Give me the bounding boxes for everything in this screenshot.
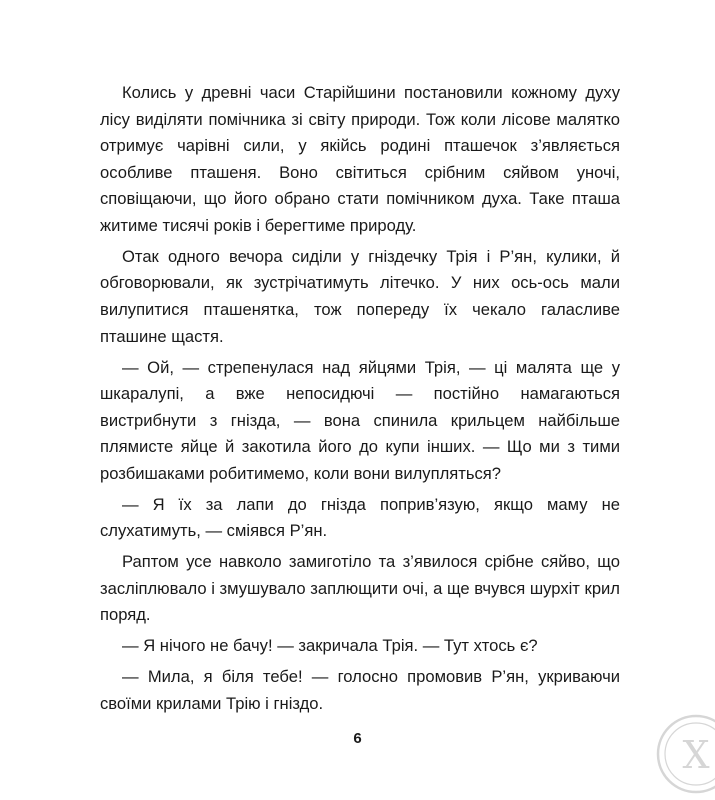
- watermark-letter: X: [682, 733, 710, 777]
- page-number: 6: [353, 730, 362, 747]
- paragraph-evening-nest: Отак одного вечора сиділи у гніздечку Трія і Р’ян, кулики, й обговорювали, як зустрічатимуть літечко. У них ось-ось мали вилупитися пташенятка, тож попереду їх чекало галасливе пташине щастя.: [100, 246, 620, 346]
- paragraph-silver-glow: Раптом усе навколо замиготіло та з’явилося срібне сяйво, що засліплювало і змушувало заплющити очі, а ще вчувся шурхіт крил поряд.: [100, 552, 620, 625]
- paragraph-legend: Колись у древні часи Старійшини постановили кожному духу лісу виділяти помічника зі світу природи. Тож коли лісове малятко отримує чарівні сили, у якійсь родині пташечок з’являється особливе пташеня. Воно світиться срібним сяйвом уночі, сповіщаючи, що його обрано стати помічником духа. Таке пташа житиме тисячі років і берегтиме природу.: [100, 83, 620, 235]
- story-text: [100, 80, 620, 722]
- paragraph-triya-shouts: — Я нічого не бачу! — закричала Трія. — Тут хтось є?: [122, 636, 538, 656]
- paragraph-ryan-laughs: — Я їх за лапи до гнізда поприв’язую, якщо маму не слухатимуть, — сміявся Р’ян.: [100, 494, 620, 541]
- paragraph-triya-eggs: — Ой, — стрепенулася над яйцями Трія, — ці малята ще у шкаралупі, а вже непосидючі — постійно намагаються вистрибнути з гнізда, — вона спинила крильцем найбільше плямисте яйце й закотила його до купи інших. — Що ми з тими розбишаками робитимемо, коли вони вилупляться?: [100, 357, 620, 483]
- paragraph-ryan-covers: — Мила, я біля тебе! — голосно промовив Р’ян, укриваючи своїми крилами Трію і гніздо.: [100, 667, 620, 713]
- publisher-watermark-logo: [655, 713, 715, 795]
